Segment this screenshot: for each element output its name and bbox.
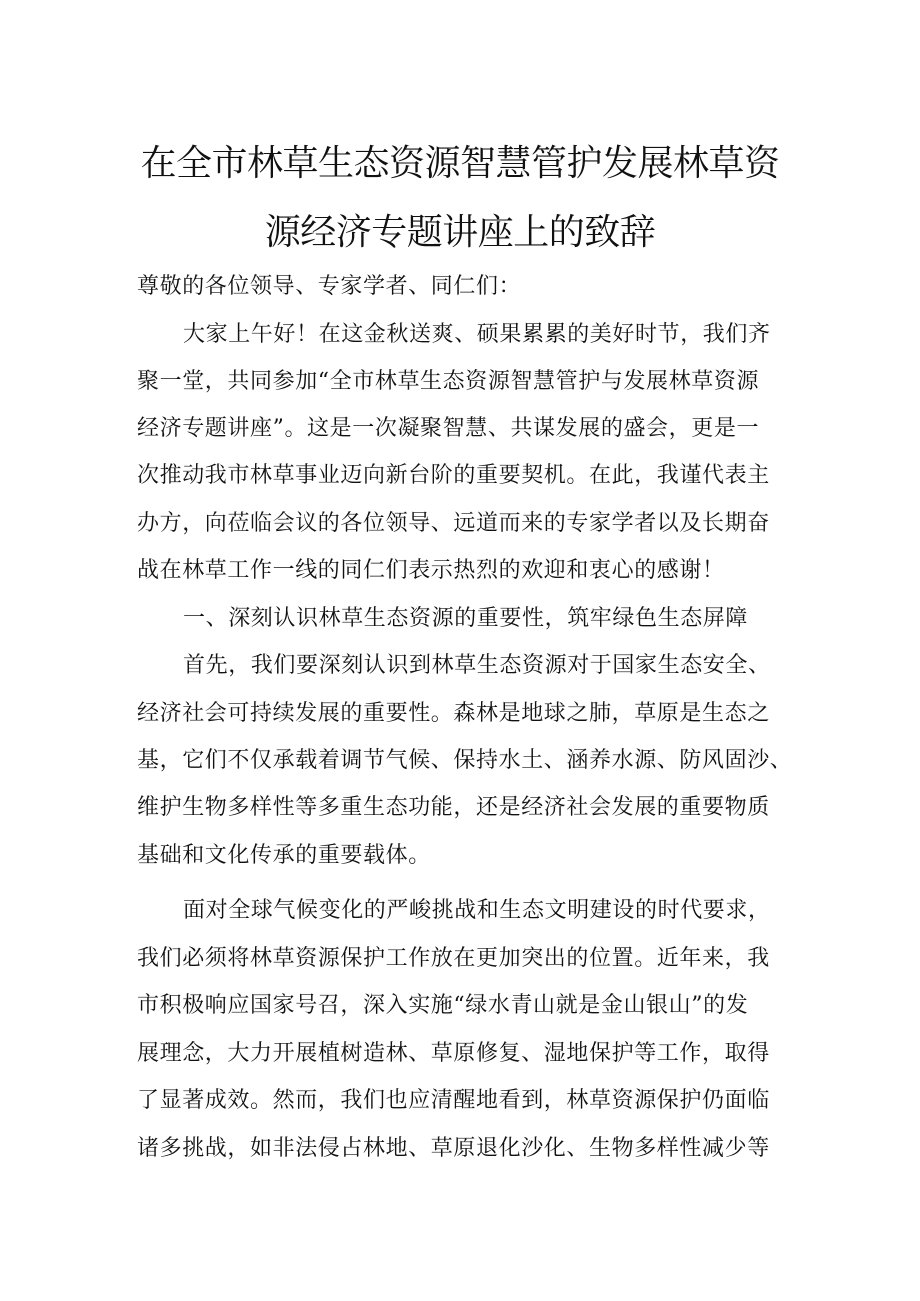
body-line: 基础和文化传承的重要载体。 bbox=[137, 843, 431, 868]
title-line-2: 源经济专题讲座上的致辞 bbox=[264, 212, 656, 253]
body-line: 诸多挑战，如非法侵占林地、草原退化沙化、生物多样性减少等 bbox=[137, 1136, 770, 1161]
body-line: 维护生物多样性等多重生态功能，还是经济社会发展的重要物质 bbox=[137, 795, 770, 820]
title-line-1: 在全市林草生态资源智慧管护发展林草资 bbox=[140, 143, 780, 184]
body-line: 办方，向莅临会议的各位领导、远道而来的专家学者以及长期奋 bbox=[137, 511, 770, 536]
body-line: 了显著成效。然而，我们也应清醒地看到，林草资源保护仍面临 bbox=[137, 1088, 770, 1113]
body-line: 聚一堂，共同参加“全市林草生态资源智慧管护与发展林草资源 bbox=[137, 369, 760, 394]
body-line: 次推动我市林草事业迈向新台阶的重要契机。在此，我谨代表主 bbox=[137, 463, 770, 488]
body-line: 市积极响应国家号召，深入实施“绿水青山就是金山银山”的发 bbox=[137, 993, 749, 1018]
body-line: 战在林草工作一线的同仁们表示热烈的欢迎和衷心的感谢！ bbox=[137, 558, 725, 583]
section-heading: 一、深刻认识林草生态资源的重要性，筑牢绿色生态屏障 bbox=[183, 606, 749, 631]
body-line: 经济社会可持续发展的重要性。森林是地球之肺，草原是生态之 bbox=[137, 701, 770, 726]
salutation: 尊敬的各位领导、专家学者、同仁们： bbox=[137, 274, 522, 299]
body-line: 大家上午好！在这金秋送爽、硕果累累的美好时节，我们齐 bbox=[183, 322, 771, 347]
body-line: 经济专题讲座”。这是一次凝聚智慧、共谋发展的盛会，更是一 bbox=[137, 416, 760, 441]
body-line: 我们必须将林草资源保护工作放在更加突出的位置。近年来，我 bbox=[137, 946, 770, 971]
body-line: 基，它们不仅承载着调节气候、保持水土、涵养水源、防风固沙、 bbox=[137, 748, 793, 773]
body-line: 首先，我们要深刻认识到林草生态资源对于国家生态安全、 bbox=[183, 653, 771, 678]
body-line: 面对全球气候变化的严峻挑战和生态文明建设的时代要求， bbox=[183, 898, 771, 923]
body-line: 展理念，大力开展植树造林、草原修复、湿地保护等工作，取得 bbox=[137, 1041, 770, 1066]
